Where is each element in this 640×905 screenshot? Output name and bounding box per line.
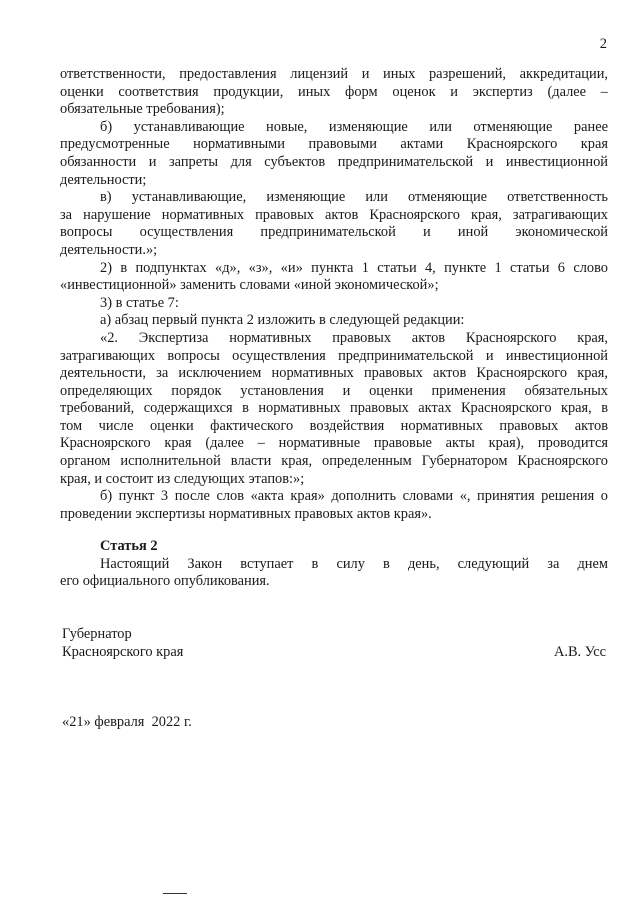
text-line: вопросы осуществления предпринимательской и иной экономической: [60, 224, 608, 241]
footer-rule: [163, 893, 187, 894]
text-line: деятельности, за исключением нормативных правовых актов Красноярского края,: [60, 365, 608, 382]
text-line: оценки соответствия продукции, иных форм оценок и экспертиз (далее –: [60, 83, 608, 100]
text-line: деятельности;: [60, 171, 147, 188]
text-line: проведении экспертизы нормативных правовых актов края».: [60, 505, 432, 522]
article-2-heading: Статья 2: [100, 538, 158, 554]
text-line: б) устанавливающие новые, изменяющие или отменяющие ранее: [100, 118, 608, 135]
text-line: Красноярского края (далее – нормативные правовые акты края), проводится: [60, 435, 608, 452]
text-line: деятельности.»;: [60, 241, 158, 258]
text-line: том числе оценки фактического воздействия нормативных правовых актов: [60, 417, 608, 434]
article-2-text: [60, 556, 608, 591]
signatory-title-line-2: Красноярского края: [62, 644, 184, 660]
text-line: 2) в подпунктах «д», «з», «и» пункта 1 статьи 4, пункте 1 статьи 6 слово: [100, 259, 608, 276]
text-line: в) устанавливающие, изменяющие или отменяющие ответственность: [100, 189, 608, 206]
text-line: обязанности и запреты для субъектов предпринимательской и инвестиционной: [60, 153, 608, 170]
text-line: затрагивающих вопросы осуществления предпринимательской и инвестиционной: [60, 347, 608, 364]
article-2: [60, 538, 608, 591]
amendment-text: [60, 66, 608, 523]
text-line: предусмотренные нормативными правовыми актами Красноярского края: [60, 136, 608, 153]
article-2-line: его официального опубликования.: [60, 573, 270, 590]
text-line: а) абзац первый пункта 2 изложить в следующей редакции:: [100, 312, 465, 329]
text-line: 3) в статье 7:: [100, 294, 179, 311]
text-line: за нарушение нормативных правовых актов Красноярского края, затрагивающих: [60, 206, 608, 223]
text-line: определяющих порядок установления и оценки применения обязательных: [60, 382, 608, 399]
signatory-name: А.В. Усс: [553, 644, 606, 660]
signing-date: «21» февраля 2022 г.: [62, 714, 192, 730]
text-line: ответственности, предоставления лицензий и иных разрешений, аккредитации,: [60, 66, 608, 82]
text-line: «2. Экспертиза нормативных правовых актов Красноярского края,: [100, 329, 608, 346]
page-number: 2: [599, 36, 607, 52]
text-line: требований, содержащихся в нормативных правовых актах Красноярского края, в: [60, 400, 608, 417]
text-line: «инвестиционной» заменить словами «иной экономической»;: [60, 277, 439, 294]
text-line: б) пункт 3 после слов «акта края» дополнить словами «, принятия решения о: [100, 488, 608, 505]
article-2-line: Настоящий Закон вступает в силу в день, следующий за днем: [100, 555, 608, 572]
text-line: края, и состоит из следующих этапов:»;: [60, 470, 305, 487]
text-line: органом исполнительной власти края, определенным Губернатором Красноярского: [60, 453, 608, 470]
signatory-title-line-1: Губернатор: [62, 626, 132, 642]
text-line: обязательные требования);: [60, 101, 225, 118]
